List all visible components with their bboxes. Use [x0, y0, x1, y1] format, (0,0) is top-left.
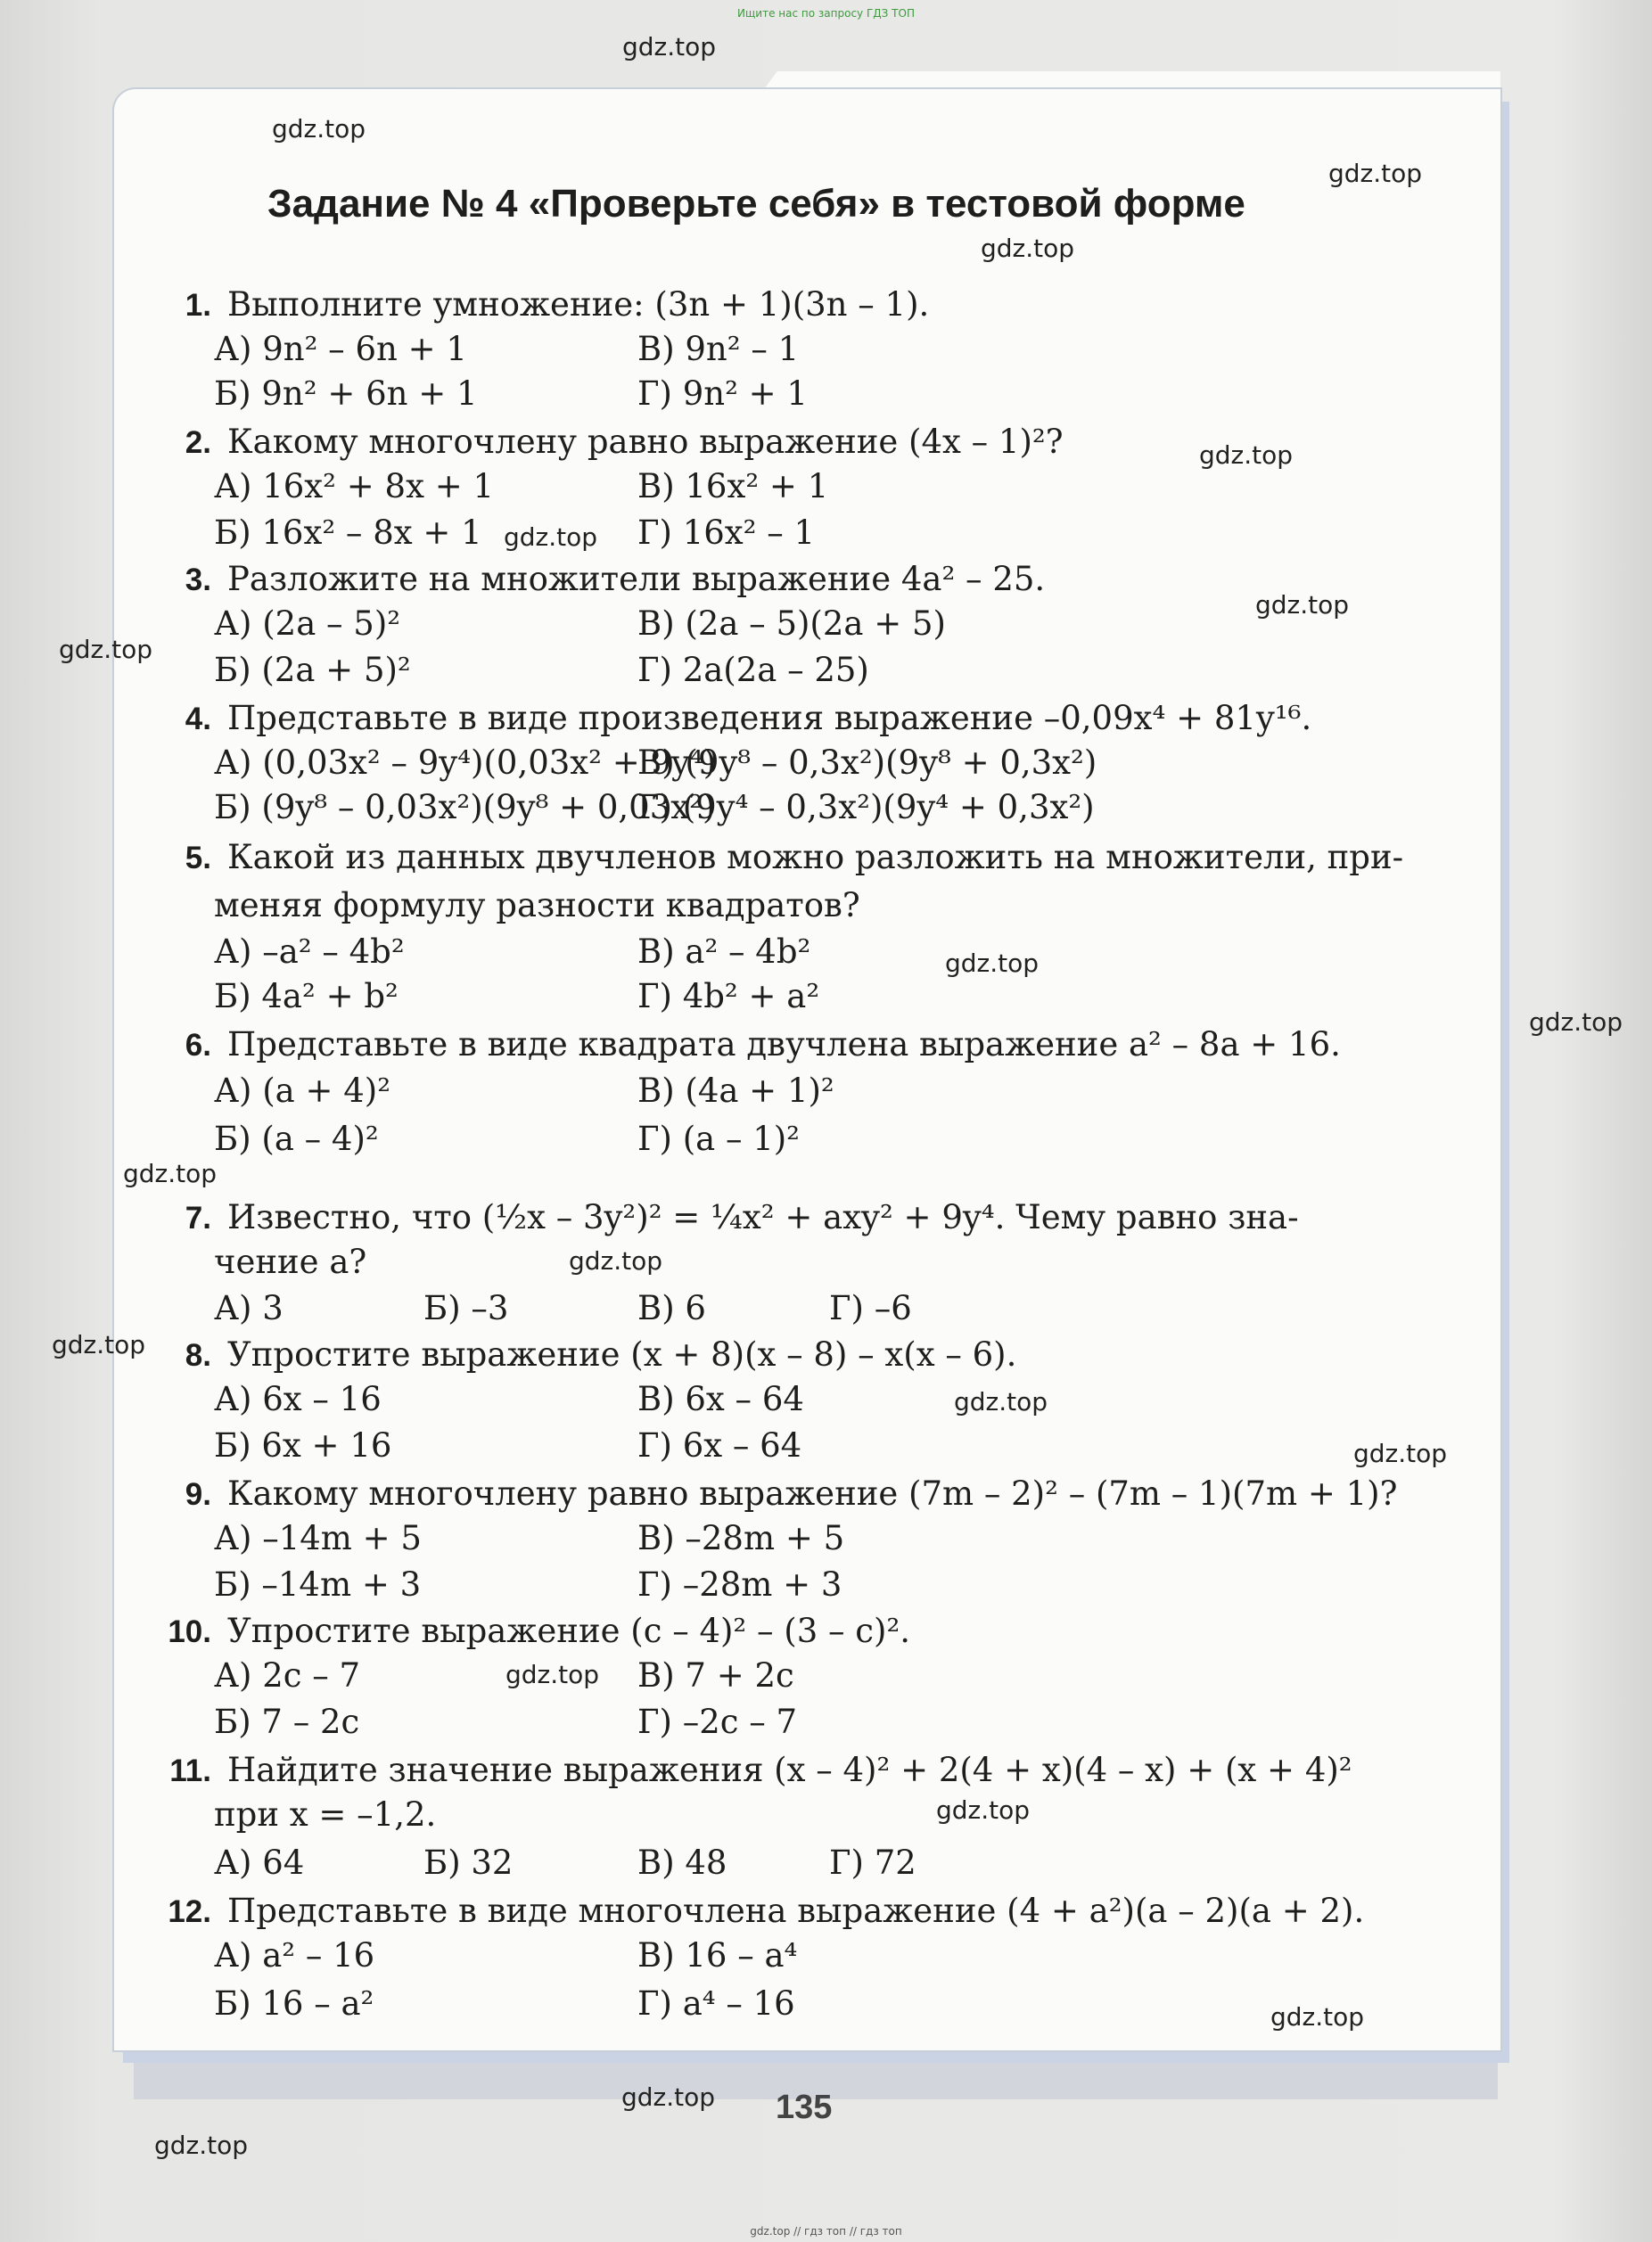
watermark: gdz.top: [1328, 159, 1423, 188]
option: В) a² – 4b²: [637, 932, 811, 971]
task-number: 6.: [185, 1028, 211, 1063]
task-6: [156, 1022, 1341, 1069]
watermark: gdz.top: [621, 2082, 716, 2112]
option: Б) 7 – 2c: [214, 1703, 360, 1741]
task-12: [156, 1888, 1364, 1935]
watermark: gdz.top: [1529, 1007, 1623, 1037]
option: Б) (9y⁸ – 0,03x²)(9y⁸ + 0,03x²): [214, 788, 716, 826]
watermark: gdz.top: [936, 1795, 1031, 1825]
option: А) (0,03x² – 9y⁴)(0,03x² + 9y⁴): [214, 743, 717, 782]
task-number: 11.: [169, 1753, 211, 1788]
option: В) –28m + 5: [637, 1519, 845, 1557]
task-number: 9.: [185, 1477, 211, 1512]
option: А) –14m + 5: [214, 1519, 422, 1557]
option: Г) a⁴ – 16: [637, 1984, 795, 2023]
task-number: 4.: [185, 702, 211, 736]
watermark: gdz.top: [945, 949, 1040, 978]
task-question: Разложите на множители выражение 4a² – 25.: [227, 560, 1046, 598]
option: Г) 72: [829, 1844, 916, 1882]
option: Г) 6x – 64: [637, 1426, 802, 1465]
watermark: gdz.top: [1199, 440, 1294, 470]
option: Г) –28m + 3: [637, 1565, 842, 1604]
option: А) 3: [214, 1289, 284, 1327]
watermark: gdz.top: [1255, 590, 1350, 620]
task-7: [156, 1195, 1299, 1242]
option: В) 9n² – 1: [637, 330, 800, 368]
task-number: 3.: [185, 563, 211, 597]
option: В) 6: [637, 1289, 706, 1327]
page-number: 135: [776, 2089, 833, 2126]
task-4: [156, 695, 1311, 743]
option: Б) 6x + 16: [214, 1426, 392, 1465]
task-10: [156, 1608, 910, 1655]
option: А) (2a – 5)²: [214, 604, 401, 643]
option: Б) 9n² + 6n + 1: [214, 374, 478, 413]
task-question: Какому многочлену равно выражение (4x – 1)²?: [227, 423, 1064, 461]
watermark: gdz.top: [622, 32, 717, 62]
task-number: 8.: [185, 1338, 211, 1373]
task-5: [156, 834, 1403, 882]
task-question: Известно, что (½x – 3y²)² = ¼x² + axy² + 9y⁴. Чему равно зна-: [227, 1198, 1299, 1236]
option: Б) 16 – a²: [214, 1984, 374, 2023]
task-number: 2.: [185, 425, 211, 460]
option: А) 16x² + 8x + 1: [214, 467, 494, 505]
task-question: Какой из данных двучленов можно разложить на множители, при-: [227, 838, 1404, 876]
option: Б) 32: [423, 1844, 514, 1882]
option: А) 2c – 7: [214, 1656, 361, 1695]
page-title: Задание № 4 «Проверьте себя» в тестовой форме: [267, 182, 1245, 226]
header-note: Ищите нас по запросу ГДЗ ТОП: [737, 7, 915, 20]
option: А) 64: [214, 1844, 305, 1882]
task-number: 12.: [168, 1894, 211, 1929]
option: В) 6x – 64: [637, 1380, 804, 1418]
task-1: [156, 282, 929, 329]
option: Г) 2a(2a – 25): [637, 651, 869, 689]
option: Б) 16x² – 8x + 1: [214, 513, 482, 552]
watermark: gdz.top: [954, 1387, 1048, 1417]
option: А) a² – 16: [214, 1936, 375, 1975]
task-number: 7.: [185, 1201, 211, 1236]
task-9: [156, 1471, 1397, 1518]
task-number: 1.: [185, 288, 211, 323]
option: В) 16x² + 1: [637, 467, 829, 505]
task-question: Представьте в виде произведения выражение –0,09x⁴ + 81y¹⁶.: [227, 699, 1312, 737]
option: В) (9y⁸ – 0,3x²)(9y⁸ + 0,3x²): [637, 743, 1097, 782]
task-question: Выполните умножение: (3n + 1)(3n – 1).: [227, 285, 930, 324]
option: Б) 4a² + b²: [214, 977, 399, 1015]
option: В) 7 + 2c: [637, 1656, 794, 1695]
option: Г) 9n² + 1: [637, 374, 808, 413]
task-3: [156, 556, 1045, 604]
watermark: gdz.top: [504, 522, 598, 552]
task-question: Какому многочлену равно выражение (7m – 2)² – (7m – 1)(7m + 1)?: [227, 1474, 1398, 1513]
watermark: gdz.top: [505, 1660, 600, 1689]
task-question-continued: при x = –1,2.: [214, 1795, 437, 1834]
option: Б) (2a + 5)²: [214, 651, 411, 689]
task-8: [156, 1332, 1016, 1379]
option: А) –a² – 4b²: [214, 932, 405, 971]
option: Г) (9y⁴ – 0,3x²)(9y⁴ + 0,3x²): [637, 788, 1095, 826]
option: Г) –2c – 7: [637, 1703, 798, 1741]
task-number: 10.: [168, 1614, 211, 1649]
option: В) (2a – 5)(2a + 5): [637, 604, 946, 643]
option: В) 16 – a⁴: [637, 1936, 798, 1975]
task-question: Упростите выражение (x + 8)(x – 8) – x(x – 6).: [227, 1335, 1017, 1374]
task-number: 5.: [185, 841, 211, 875]
watermark: gdz.top: [59, 635, 153, 664]
option: Г) 16x² – 1: [637, 513, 816, 552]
watermark: gdz.top: [569, 1246, 663, 1276]
task-question: Найдите значение выражения (x – 4)² + 2(4 + x)(4 – x) + (x + 4)²: [227, 1751, 1352, 1789]
option: Г) –6: [829, 1289, 912, 1327]
watermark: gdz.top: [1270, 2002, 1365, 2032]
task-question-continued: чение a?: [214, 1243, 367, 1281]
option: Б) –14m + 3: [214, 1565, 422, 1604]
task-question: Представьте в виде многочлена выражение (4 + a²)(a – 2)(a + 2).: [227, 1892, 1365, 1930]
watermark: gdz.top: [123, 1159, 218, 1188]
option: Г) 4b² + a²: [637, 977, 820, 1015]
option: Б) (a – 4)²: [214, 1120, 379, 1158]
task-question: Представьте в виде квадрата двучлена выражение a² – 8a + 16.: [227, 1025, 1341, 1064]
option: В) 48: [637, 1844, 727, 1882]
watermark: gdz.top: [154, 2131, 249, 2160]
task-question: Упростите выражение (c – 4)² – (3 – c)².: [227, 1612, 911, 1650]
option: А) 9n² – 6n + 1: [214, 330, 467, 368]
watermark: gdz.top: [981, 234, 1075, 263]
option: Г) (a – 1)²: [637, 1120, 801, 1158]
task-question-continued: меняя формулу разности квадратов?: [214, 886, 860, 924]
watermark: gdz.top: [1353, 1439, 1448, 1468]
option: В) (4a + 1)²: [637, 1072, 834, 1110]
footer-note: gdz.top // гдз топ // гдз топ: [750, 2225, 902, 2238]
option: Б) –3: [423, 1289, 509, 1327]
option: А) 6x – 16: [214, 1380, 382, 1418]
option: А) (a + 4)²: [214, 1072, 391, 1110]
task-11: [156, 1747, 1352, 1794]
watermark: gdz.top: [272, 114, 366, 144]
task-2: [156, 419, 1064, 466]
watermark: gdz.top: [52, 1330, 146, 1359]
